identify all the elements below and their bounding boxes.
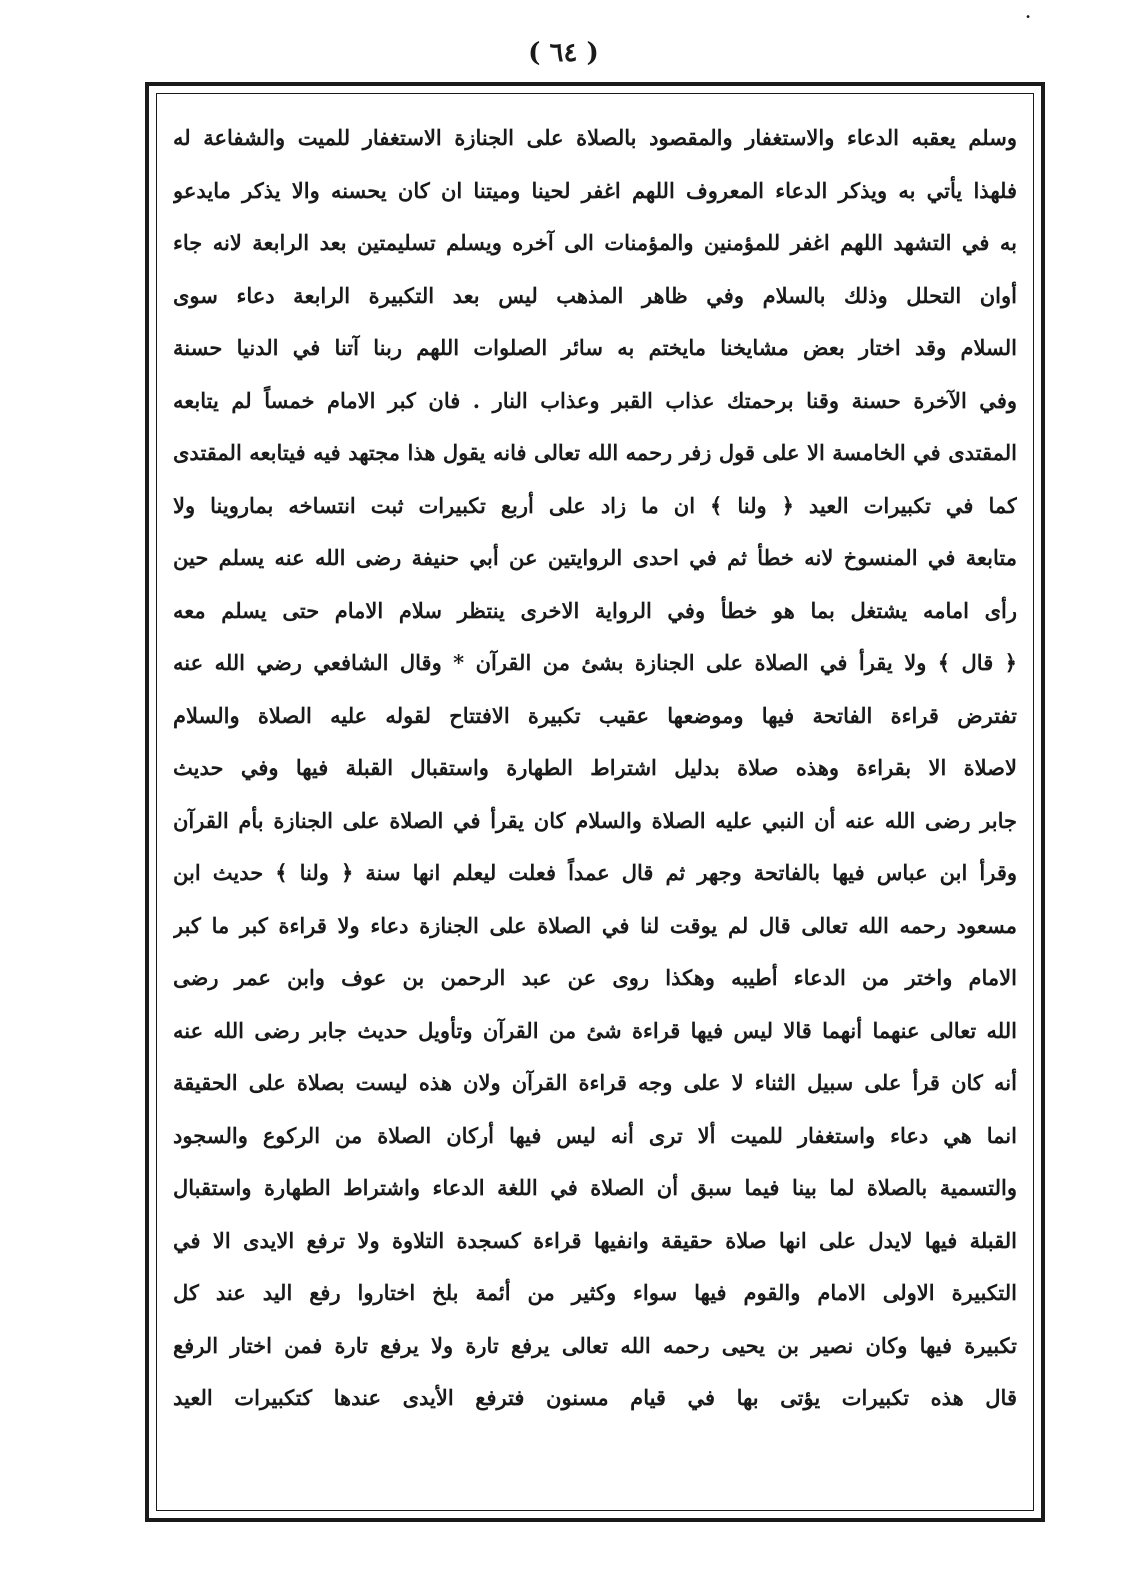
text-line: رأى امامه يشتغل بما هو خطأ وفي الرواية الاخرى ينتظر سلام الامام حتى يسلم معه (173, 597, 1017, 623)
text-line: جابر رضى الله عنه أن النبي عليه الصلاة والسلام كان يقرأ في الصلاة على الجنازة بأم القرآن (173, 807, 1017, 833)
text-line: وسلم يعقبه الدعاء والاستغفار والمقصود بالصلاة على الجنازة الاستغفار للميت والشفاعة له (173, 125, 1017, 150)
text-line: تكبيرة فيها وكان نصير بن يحيى رحمه الله تعالى يرفع تارة ولا يرفع تارة فمن اختار الرفع (173, 1332, 1017, 1358)
text-line: أوان التحلل وذلك بالسلام وفي ظاهر المذهب ليس بعد التكبيرة الرابعة دعاء سوى (173, 282, 1017, 308)
text-line: التكبيرة الاولى الامام والقوم فيها سواء وكثير من أئمة بلخ اختاروا رفع اليد عند كل (173, 1280, 1017, 1305)
text-line: المقتدى في الخامسة الا على قول زفر رحمه الله تعالى فانه يقول هذا مجتهد فيه فيتابعه المقتدى (173, 440, 1017, 465)
text-line: تفترض قراءة الفاتحة فيها وموضعها عقيب تكبيرة الافتتاح لقوله عليه الصلاة والسلام (173, 702, 1017, 728)
text-line: وفي الآخرة حسنة وقنا برحمتك عذاب القبر وعذاب النار . فان كبر الامام خمساً لم يتابعه (173, 387, 1017, 413)
text-line: الامام واختر من الدعاء أطيبه وهكذا روى عن عبد الرحمن بن عوف وابن عمر رضى (173, 965, 1017, 990)
text-line: أنه كان قرأ على سبيل الثناء لا على وجه قراءة القرآن ولان هذه ليست بصلاة على الحقيقة (173, 1070, 1017, 1095)
page-number: ( ٦٤ ) (528, 38, 599, 68)
text-line: القبلة فيها لايدل على انها صلاة حقيقة وانفيها قراءة كسجدة التلاوة ولا ترفع الايدى الا في (173, 1227, 1017, 1253)
page-frame-inner (156, 93, 1034, 1511)
text-line: فلهذا يأتي به ويذكر الدعاء المعروف اللهم اغفر لحينا وميتنا ان كان يحسنه والا يذكر مايدعو (173, 177, 1017, 203)
text-line: انما هي دعاء واستغفار للميت ألا ترى أنه ليس فيها أركان الصلاة من الركوع والسجود (173, 1122, 1017, 1148)
text-line: ﴿ قال ﴾ ولا يقرأ في الصلاة على الجنازة بشئ من القرآن * وقال الشافعي رضي الله عنه (173, 650, 1017, 675)
text-line: الله تعالى عنهما أنهما قالا ليس فيها قراءة شئ من القرآن وتأويل حديث جابر رضى الله عنه (173, 1017, 1017, 1043)
text-line: كما في تكبيرات العيد ﴿ ولنا ﴾ ان ما زاد على أربع تكبيرات ثبت انتساخه بماروينا ولا (173, 492, 1017, 518)
text-line: قال هذه تكبيرات يؤتى بها في قيام مسنون فترفع الأيدى عندها كتكبيرات العيد (173, 1385, 1017, 1410)
page-frame-outer (145, 82, 1045, 1522)
text-line: مسعود رحمه الله تعالى قال لم يوقت لنا في الصلاة على الجنازة دعاء ولا قراءة كبر ما كبر (173, 912, 1017, 938)
text-line: لاصلاة الا بقراءة وهذه صلاة بدليل اشتراط الطهارة واستقبال القبلة فيها وفي حديث (173, 755, 1017, 780)
text-line: والتسمية بالصلاة لما بينا فيما سبق أن الصلاة في اللغة الدعاء واشتراط الطهارة واستقبال (173, 1175, 1017, 1200)
text-body (173, 112, 1017, 1425)
text-line: السلام وقد اختار بعض مشايخنا مايختم به سائر الصلوات اللهم ربنا آتنا في الدنيا حسنة (173, 335, 1017, 360)
text-line: وقرأ ابن عباس فيها بالفاتحة وجهر ثم قال عمداً فعلت ليعلم انها سنة ﴿ ولنا ﴾ حديث ابن (173, 860, 1017, 885)
text-line: به في التشهد اللهم اغفر للمؤمنين والمؤمنات الى آخره ويسلم تسليمتين بعد الرابعة لانه جاء (173, 230, 1017, 255)
text-line: متابعة في المنسوخ لانه خطأ ثم في احدى الروايتين عن أبي حنيفة رضى الله عنه يسلم حين (173, 545, 1017, 570)
corner-dot: • (1025, 12, 1031, 23)
